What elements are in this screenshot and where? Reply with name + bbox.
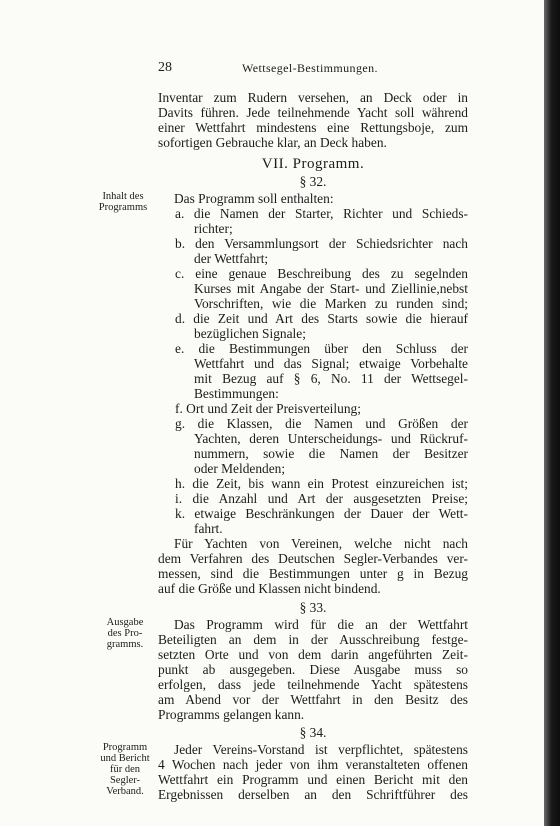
text-line: Jeder Vereins-Vorstand ist verpflichtet, spätestens bbox=[174, 742, 468, 757]
section-title: VII. Programm. bbox=[261, 156, 365, 172]
list-item-line: fahrt. bbox=[194, 521, 223, 536]
text-line: Davits führen. Jede teilnehmende Yacht soll während bbox=[158, 105, 468, 120]
list-item-line: e. die Bestimmungen über den Schluss der bbox=[175, 341, 468, 356]
text-line: punkt ab ausgegeben. Diese Ausgabe muss so bbox=[158, 662, 468, 677]
running-head: Wettsegel-Bestimmungen. bbox=[242, 61, 378, 75]
margin-note: Inhalt des Programms bbox=[98, 191, 148, 213]
text-line: am Abend vor der Wettfahrt in den Besitz des bbox=[158, 692, 468, 707]
text-line: einer Wettfahrt mindestens eine Rettungsboje, zum bbox=[158, 120, 468, 135]
list-item-line: oder Meldenden; bbox=[194, 461, 286, 476]
text-line: 4 Wochen nach jeder von ihm veranstalteten offenen bbox=[158, 757, 468, 772]
text-line: Für Yachten von Vereinen, welche nicht nach bbox=[174, 536, 468, 551]
list-item-line: mit Bezug auf § 6, No. 11 der Wettsegel- bbox=[194, 371, 468, 386]
list-item-line: Yachten, deren Unterscheidungs- und Rückruf- bbox=[194, 431, 468, 446]
margin-note: Ausgabe des Pro- gramms. bbox=[106, 617, 144, 650]
text-line: Beteiligten an dem in der Ausschreibung festge- bbox=[158, 632, 468, 647]
page-header bbox=[158, 60, 468, 78]
text-line: Das Programm soll enthalten: bbox=[174, 191, 334, 206]
text-line: dem Verfahren des Deutschen Segler-Verbandes ver- bbox=[158, 551, 468, 566]
text-line: sofortigen Gebrauche klar, an Deck haben. bbox=[158, 135, 387, 150]
list-item-line: g. die Klassen, die Namen und Größen der bbox=[175, 416, 468, 431]
text-line: Das Programm wird für die an der Wettfahrt bbox=[174, 617, 468, 632]
list-item-line: h. die Zeit, bis wann ein Protest einzureichen ist; bbox=[175, 476, 468, 491]
margin-note: Programm und Bericht für den Segler- Verband. bbox=[100, 742, 150, 797]
paragraph-heading: § 33. bbox=[299, 600, 327, 615]
list-item-line: bezüglichen Signale; bbox=[194, 326, 306, 341]
list-item-line: i. die Anzahl und Art der ausgesetzten Preise; bbox=[175, 491, 468, 506]
text-line: auf die Größe und Klassen nicht bindend. bbox=[158, 581, 381, 596]
text-line: setzten Orte und von dem darin angeführten Zeit- bbox=[158, 647, 468, 662]
page-edge-shadow bbox=[544, 0, 560, 826]
list-item-line: Kurses mit Angabe der Start- und Ziellinie,nebst bbox=[194, 281, 468, 296]
page-number: 28 bbox=[158, 60, 172, 75]
text-line: Ergebnissen derselben an den Schriftführer des bbox=[158, 787, 468, 802]
list-item-line: Bestimmungen: bbox=[194, 386, 279, 401]
text-line: erfolgen, dass jede teilnehmende Yacht spätestens bbox=[158, 677, 468, 692]
list-item-line: Vorschriften, wie die Marken zu runden sind; bbox=[194, 296, 468, 311]
list-item-line: Wettfahrt und das Signal; etwaige Vorbehalte bbox=[194, 356, 468, 371]
list-item-line: der Wettfahrt; bbox=[194, 251, 269, 266]
list-item-line: richter; bbox=[194, 221, 233, 236]
text-line: Inventar zum Rudern versehen, an Deck oder in bbox=[158, 90, 468, 105]
list-item-line: nummern, sowie die Namen der Besitzer bbox=[194, 446, 468, 461]
list-item-line: f. Ort und Zeit der Preisverteilung; bbox=[175, 401, 361, 416]
text-line: Programms gelangen kann. bbox=[158, 707, 305, 722]
list-item-line: k. etwaige Beschränkungen der Dauer der Wett- bbox=[175, 506, 468, 521]
text-line: messen, sind die Bestimmungen unter g in Bezug bbox=[158, 566, 468, 581]
list-item-line: b. den Versammlungsort der Schiedsrichter nach bbox=[175, 236, 468, 251]
paragraph-heading: § 32. bbox=[299, 174, 327, 189]
list-item-line: a. die Namen der Starter, Richter und Schieds- bbox=[175, 206, 468, 221]
list-item-line: d. die Zeit und Art des Starts sowie die hierauf bbox=[175, 311, 468, 326]
list-item-line: c. eine genaue Beschreibung des zu segelnden bbox=[175, 266, 468, 281]
paragraph-heading: § 34. bbox=[299, 725, 327, 740]
text-line: Wettfahrt ein Programm und einen Bericht mit den bbox=[158, 772, 468, 787]
